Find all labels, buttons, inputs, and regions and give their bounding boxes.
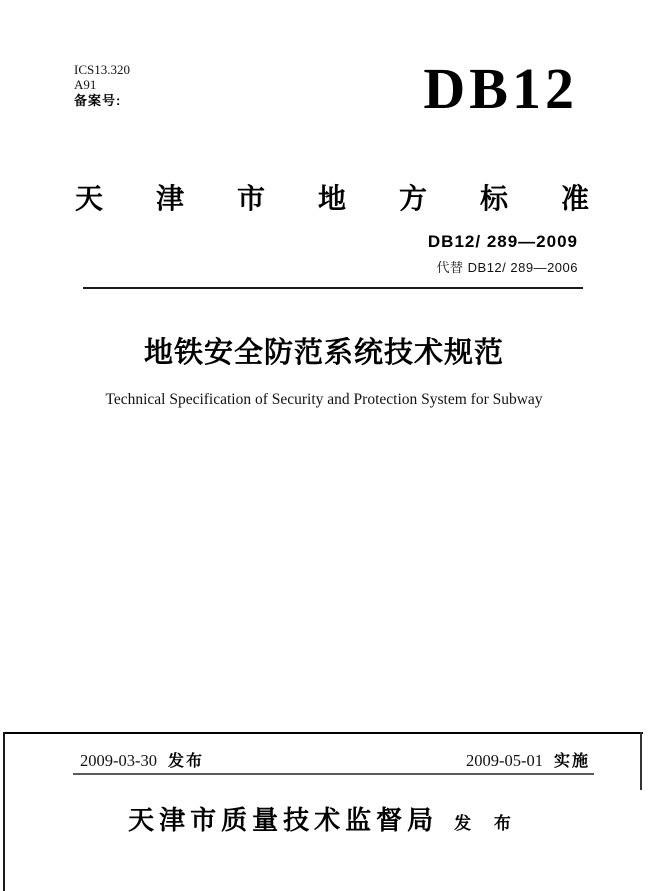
release-label: 发布 xyxy=(168,753,205,770)
document-title-en: Technical Specification of Security and Protection System for Subway xyxy=(105,391,543,408)
publish-label: 发 布 xyxy=(454,814,520,833)
publisher-row xyxy=(0,800,648,837)
implement-date-group xyxy=(466,748,590,771)
document-title-zh: 地铁安全防范系统技术规范 xyxy=(143,337,504,369)
replaces-note: 代替 DB12/ 289—2006 xyxy=(436,260,578,275)
dates-underline xyxy=(73,773,594,775)
implement-date: 2009-05-01 xyxy=(465,751,543,770)
ics-code: ICS13.320 xyxy=(74,62,130,77)
footer-top-rule xyxy=(3,732,643,734)
release-date-group xyxy=(80,748,204,771)
dates-row xyxy=(80,748,590,771)
implement-label: 实施 xyxy=(553,753,590,770)
standard-type-title: 天津市地方标准 xyxy=(75,183,643,214)
release-date: 2009-03-30 xyxy=(80,751,157,770)
record-no-label: 备案号: xyxy=(74,93,122,108)
footer-right-border xyxy=(640,732,642,790)
standard-number-block xyxy=(428,232,578,276)
publisher-name: 天津市质量技术监督局 xyxy=(128,805,439,835)
doc-class-code: A91 xyxy=(74,77,97,92)
header-divider-rule xyxy=(83,287,583,289)
standard-number: DB12/ 289—2009 xyxy=(427,232,578,251)
db12-logo: DB12 xyxy=(423,56,578,121)
classification-block xyxy=(74,62,130,109)
